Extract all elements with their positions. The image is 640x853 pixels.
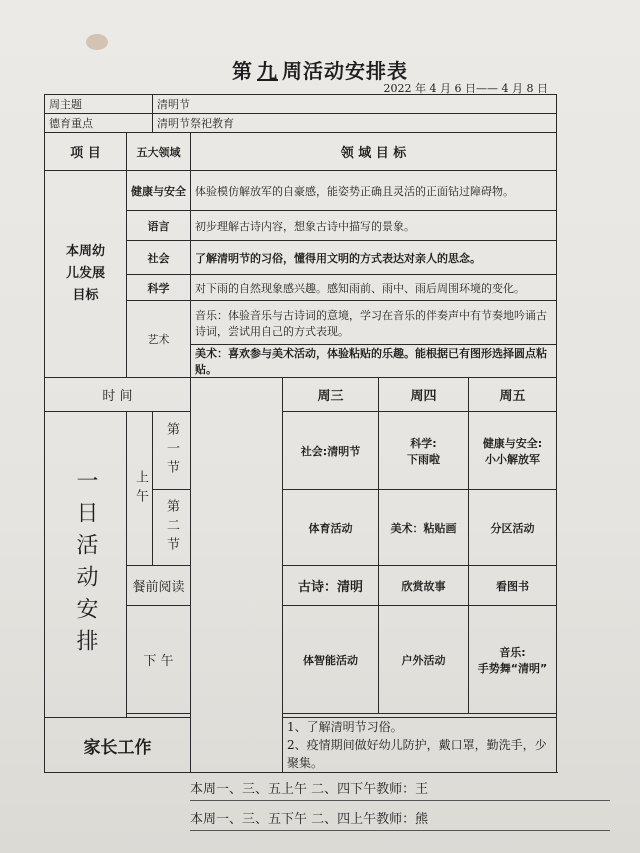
moral-label: 德育重点: [45, 114, 153, 133]
period-label: 第二节: [153, 490, 191, 566]
activity-cell: 古诗：清明: [283, 566, 379, 606]
teacher-signature-line: 本周一、三、五下午 二、四上午教师：熊: [190, 808, 610, 831]
period-label: 第一节: [153, 412, 191, 490]
goals-section-label: 本周幼儿发展目标: [45, 171, 127, 378]
schedule-table: [44, 94, 557, 773]
domain-goal: 体验模仿解放军的自豪感，能姿势正确且灵活的正面钻过障碍物。: [191, 171, 557, 211]
domain-goal-art: 美术：喜欢参与美术活动，体验粘贴的乐趣。能根据已有图形选择圆点粘贴。: [191, 345, 557, 378]
blank-column: [191, 378, 283, 773]
parents-label: 家长工作: [45, 718, 191, 773]
activity-cell: 分区活动: [469, 490, 557, 566]
activity-cell: 音乐: 手势舞“清明”: [469, 606, 557, 714]
domain-goal: 音乐：体验音乐与古诗词的意境，学习在音乐的伴奏声中有节奏地吟诵古诗词，尝试用自己的方式表现。: [191, 301, 557, 345]
date-range: 2022 年 4 月 6 日—— 4 月 8 日: [383, 82, 548, 95]
parents-row: [45, 718, 557, 773]
activity-cell: 欣赏故事: [379, 566, 469, 606]
time-header-row: [45, 378, 557, 412]
theme-label: 周主题: [45, 95, 153, 114]
moral-row: [45, 114, 557, 133]
time-label: 时 间: [45, 378, 191, 412]
title-week-number: 九: [257, 59, 278, 83]
domain-name: 社会: [127, 241, 191, 275]
parents-item: 1、了解清明节习俗。: [287, 720, 403, 734]
activity-cell: 看图书: [469, 566, 557, 606]
parents-item: 2、疫情期间做好幼儿防护，戴口罩，勤洗手，少聚集。: [287, 738, 547, 770]
afternoon-label: 下 午: [127, 606, 191, 714]
activity-cell: 社会:清明节: [283, 412, 379, 490]
theme-row: [45, 95, 557, 114]
title-prefix: 第: [232, 59, 253, 83]
title-suffix: 周活动安排表: [282, 59, 408, 83]
activity-cell: 科学: 下雨啦: [379, 412, 469, 490]
theme-value: 清明节: [153, 95, 557, 114]
domain-row: [45, 171, 557, 211]
domain-goal: 对下雨的自然现象感兴趣。感知雨前、雨中、雨后周围环境的变化。: [191, 275, 557, 301]
pre-meal-label: 餐前阅读: [127, 566, 191, 606]
day-activity-label: 一日活动安排: [45, 412, 127, 718]
header-domains: 五大领域: [127, 133, 191, 171]
activity-cell: 体智能活动: [283, 606, 379, 714]
morning-label: 上午: [127, 412, 153, 566]
domain-goal: 初步理解古诗内容，想象古诗中描写的景象。: [191, 211, 557, 241]
domain-name: 科学: [127, 275, 191, 301]
parents-items: [283, 718, 557, 773]
header-goals: 领 域 目 标: [191, 133, 557, 171]
activity-cell: 健康与安全: 小小解放军: [469, 412, 557, 490]
day-header: 周五: [469, 378, 557, 412]
day-header: 周三: [283, 378, 379, 412]
domain-goal: 了解清明节的习俗，懂得用文明的方式表达对亲人的思念。: [191, 241, 557, 275]
activity-cell: 体育活动: [283, 490, 379, 566]
day-header: 周四: [379, 378, 469, 412]
domain-name: 健康与安全: [127, 171, 191, 211]
moral-value: 清明节祭祀教育: [153, 114, 557, 133]
header-item: 项 目: [45, 133, 127, 171]
schedule-row: [45, 412, 557, 490]
domain-name: 语言: [127, 211, 191, 241]
activity-cell: 户外活动: [379, 606, 469, 714]
activity-cell: 美术：粘贴画: [379, 490, 469, 566]
domain-name: 艺术: [127, 301, 191, 378]
teacher-signature-line: 本周一、三、五上午 二、四下午教师：王: [190, 778, 610, 801]
header-row: [45, 133, 557, 171]
paper-stain: [86, 34, 108, 50]
